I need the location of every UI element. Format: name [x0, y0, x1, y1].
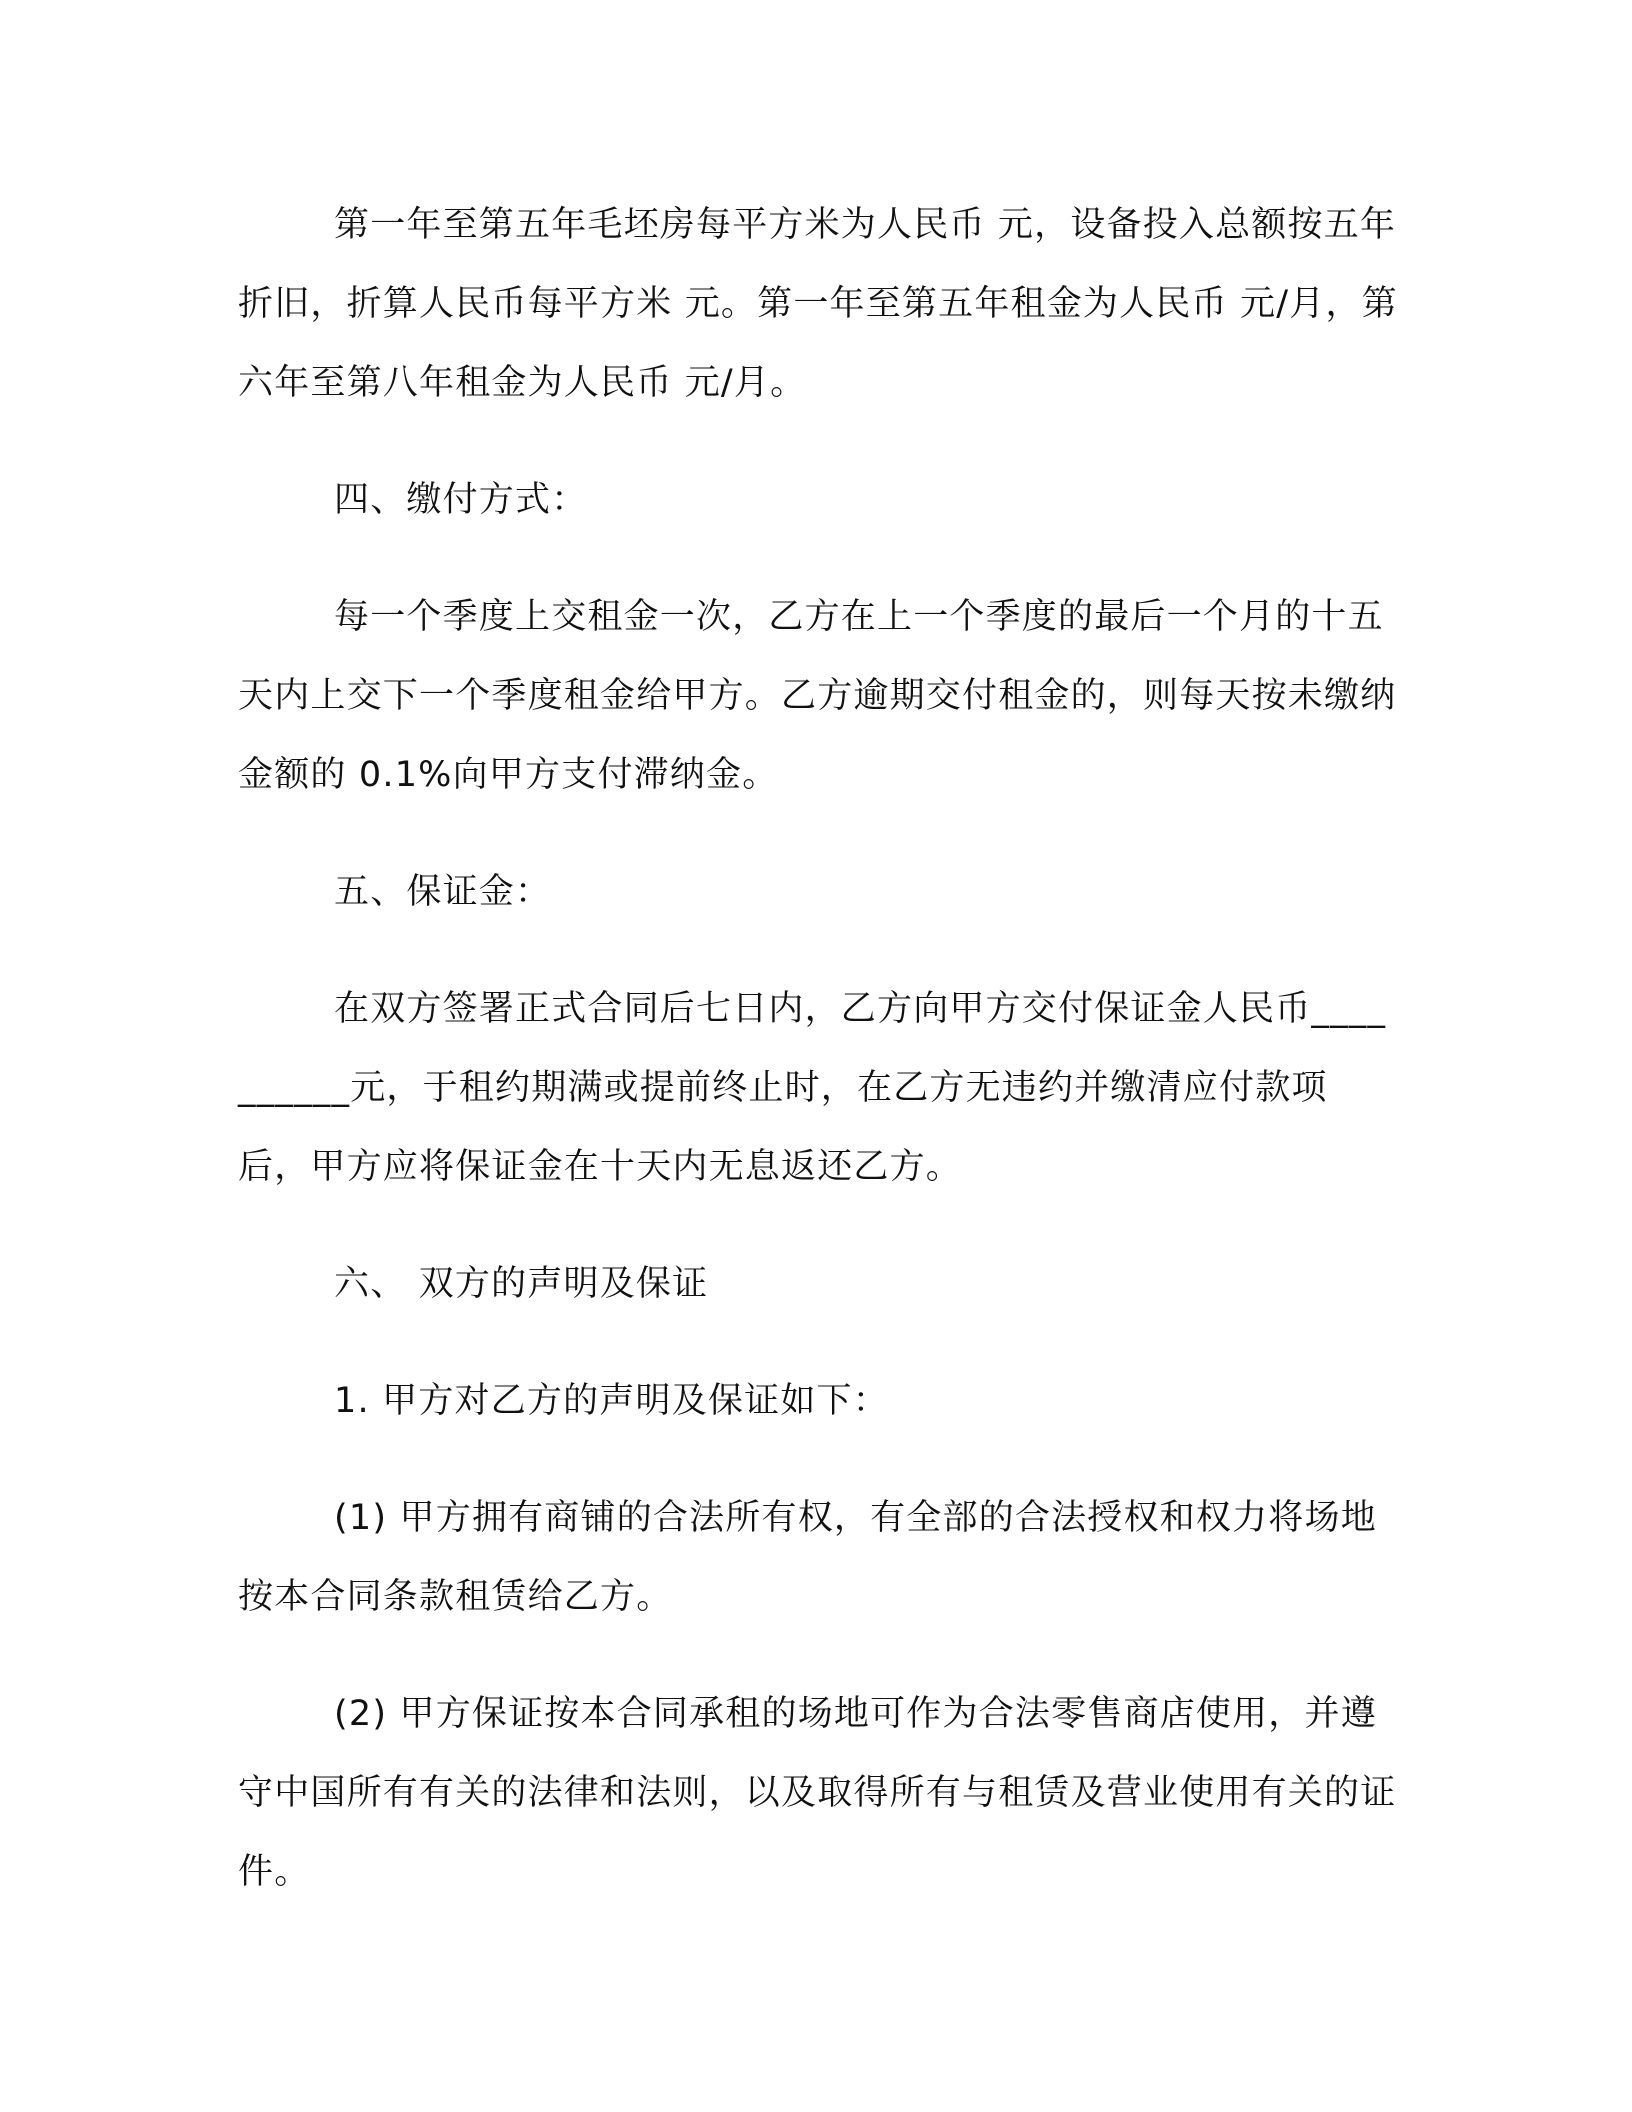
- heading-deposit: 五、保证金：: [334, 872, 552, 912]
- paragraph-deposit-terms: 在双方签署正式合同后七日内，乙方向甲方交付保证金人民币__________元，于租约期满或提前终止时，在乙方无违约并缴清应付款项后，甲方应将保证金在十天内无息返还乙方。: [238, 989, 1387, 1187]
- paragraph-declaration-2: (2) 甲方保证按本合同承租的场地可作为合法零售商店使用，并遵守中国所有有关的法律和法则，以及取得所有与租赁及营业使用有关的证件。: [238, 1694, 1397, 1892]
- heading-payment-method: 四、缴付方式：: [334, 480, 588, 520]
- paragraph-payment-terms: 每一个季度上交租金一次，乙方在上一个季度的最后一个月的十五天内上交下一个季度租金给甲方。乙方逾期交付租金的，则每天按未缴纳金额的 0.1%向甲方支付滞纳金。: [238, 597, 1397, 795]
- document-body: [238, 186, 1398, 1950]
- paragraph-rent-terms: 第一年至第五年毛坯房每平方米为人民币 元，设备投入总额按五年折旧，折算人民币每平方米 元。第一年至第五年租金为人民币 元/月，第六年至第八年租金为人民币 元/月。: [238, 205, 1398, 403]
- paragraph-declaration-1: (1) 甲方拥有商铺的合法所有权，有全部的合法授权和权力将场地按本合同条款租赁给乙方。: [238, 1498, 1377, 1617]
- heading-party-a-declarations: 1. 甲方对乙方的声明及保证如下：: [334, 1381, 889, 1421]
- heading-declarations: 六、 双方的声明及保证: [334, 1264, 709, 1304]
